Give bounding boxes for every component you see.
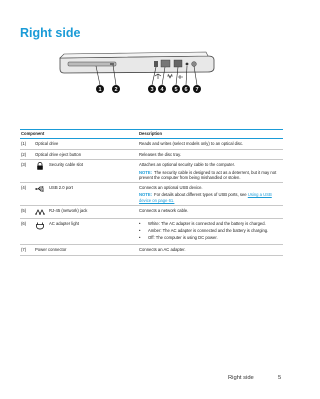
page-number: 5 — [278, 375, 282, 381]
header-component: Component — [20, 130, 138, 139]
list-item: • Off: The computer is using DC power. — [139, 235, 282, 240]
callout-6 — [182, 85, 190, 93]
table-row — [20, 205, 283, 218]
port-icons — [155, 74, 183, 79]
callout-1 — [96, 85, 104, 93]
note — [139, 170, 282, 180]
table-row — [20, 139, 283, 149]
row-number: (7) — [20, 245, 34, 255]
network-icon — [35, 208, 45, 216]
component-name: AC adapter light — [49, 221, 80, 227]
security-lock-icon — [35, 162, 45, 170]
page-title: Right side — [20, 26, 81, 40]
note-text: For details about different types of USB ports, see — [154, 192, 247, 198]
table-row — [20, 219, 283, 245]
row-number: (3) — [20, 160, 34, 183]
row-number: (1) — [20, 139, 34, 149]
svg-text:4: 4 — [160, 87, 164, 93]
table-row — [20, 149, 283, 159]
component-name: Optical drive — [35, 141, 59, 147]
svg-text:3: 3 — [150, 87, 154, 93]
component-name: Security cable slot — [49, 162, 83, 168]
note-text: The security cable is designed to act as a deterrent, but it may not prevent the computer from being mishandled or stolen. — [139, 169, 277, 180]
component-description: Connects an AC adapter. — [139, 247, 186, 253]
header-description: Description — [138, 130, 283, 139]
component-name: RJ-45 (network) jack — [49, 207, 88, 213]
status-list — [139, 221, 282, 240]
component-name: Optical drive eject button — [35, 151, 82, 157]
ac-adapter-icon — [35, 221, 45, 230]
component-description: Connects an optional USB device. — [139, 185, 203, 191]
table-header-row — [20, 130, 283, 139]
usb-device-link[interactable]: Using a USB device on page 61. — [139, 192, 272, 203]
row-number: (2) — [20, 149, 34, 159]
table-row — [20, 183, 283, 206]
callout-4 — [158, 85, 166, 93]
callout-5 — [172, 85, 180, 93]
component-description: Reads and writes (select models only) to an optical disc. — [139, 141, 244, 147]
components-table — [20, 129, 283, 256]
footer-section-title: Right side — [228, 375, 254, 381]
component-description: Releases the disc tray. — [139, 151, 182, 157]
list-item: • White: The AC adapter is connected and the battery is charged. — [139, 221, 282, 226]
row-number: (5) — [20, 205, 34, 218]
component-name: USB 2.0 port — [49, 185, 73, 191]
svg-text:6: 6 — [184, 87, 188, 93]
note — [139, 192, 282, 202]
callout-3 — [148, 85, 156, 93]
svg-text:1: 1 — [98, 87, 102, 93]
component-description: Connects a network cable. — [139, 207, 189, 213]
row-number: (4) — [20, 183, 34, 206]
usb-icon — [35, 185, 45, 193]
component-name: Power connector — [35, 247, 67, 253]
note-label: NOTE: — [139, 169, 153, 175]
svg-text:5: 5 — [174, 87, 178, 93]
note-label: NOTE: — [139, 192, 153, 198]
callout-2 — [112, 85, 120, 93]
table-row — [20, 160, 283, 183]
component-description: Attaches an optional security cable to the computer. — [139, 162, 235, 168]
callout-7 — [193, 85, 201, 93]
list-item: • Amber: The AC adapter is connected and the battery is charging. — [139, 228, 282, 233]
table-row — [20, 245, 283, 255]
row-number: (6) — [20, 219, 34, 245]
svg-text:7: 7 — [195, 87, 199, 93]
laptop-right-side-illustration — [58, 46, 218, 102]
svg-text:2: 2 — [114, 87, 118, 93]
